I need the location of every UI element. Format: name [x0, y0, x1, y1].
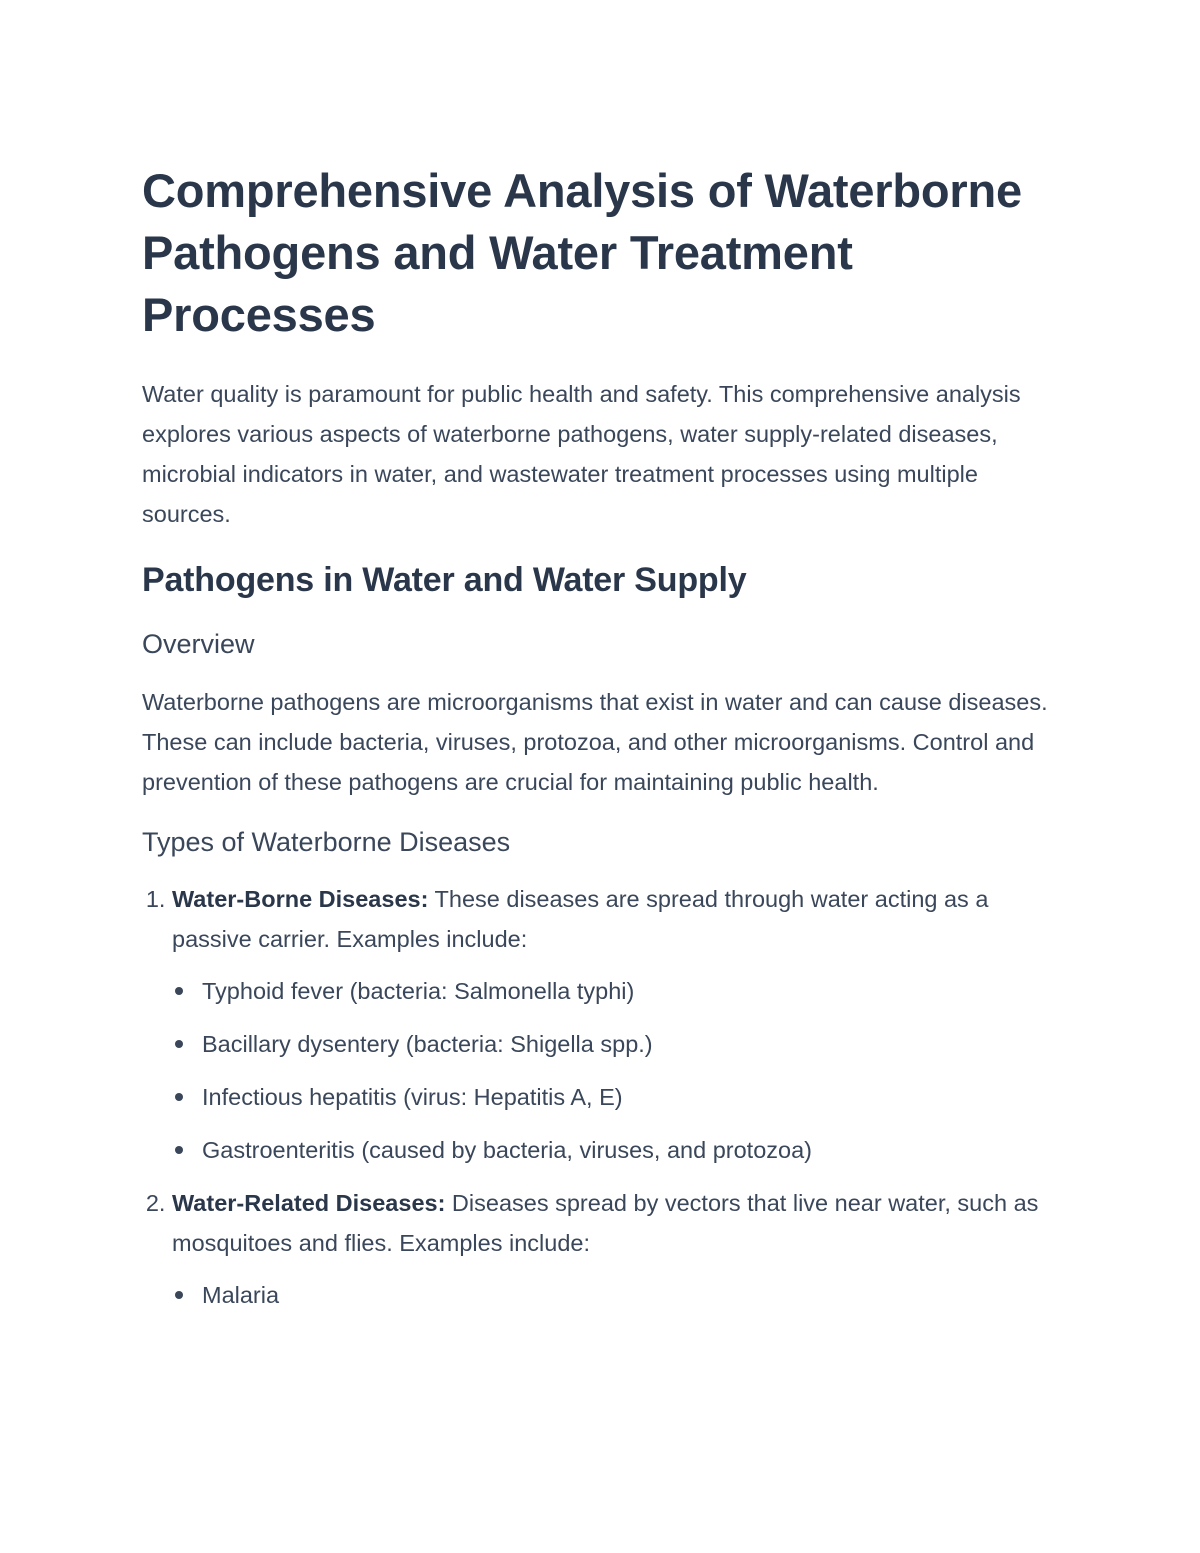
- bullet-icon: [175, 987, 183, 995]
- example-text: Malaria: [202, 1282, 280, 1308]
- examples-list: [172, 971, 1062, 1170]
- example-text: Infectious hepatitis (virus: Hepatitis A, E): [202, 1084, 623, 1110]
- types-heading: Types of Waterborne Diseases: [142, 827, 511, 857]
- overview-heading: Overview: [142, 629, 255, 659]
- disease-type-term: Water-Borne Diseases:: [172, 886, 429, 912]
- example-item: [202, 1130, 1062, 1170]
- bullet-icon: [175, 1093, 183, 1101]
- document-page: [142, 160, 1062, 1328]
- example-text: Typhoid fever (bacteria: Salmonella typhi): [202, 978, 635, 1004]
- section-heading: Pathogens in Water and Water Supply: [142, 561, 747, 599]
- disease-type-item: [172, 1183, 1062, 1315]
- examples-list: [172, 1275, 1062, 1315]
- bullet-icon: [175, 1040, 183, 1048]
- disease-type-description: Diseases spread by vectors that live near water, such as mosquitoes and flies. Examples include:: [172, 1190, 1039, 1256]
- bullet-icon: [175, 1146, 183, 1154]
- example-item: [202, 1077, 1062, 1117]
- overview-paragraph: Waterborne pathogens are microorganisms that exist in water and can cause diseases. These can include bacteria, viruses, protozoa, and other microorganisms. Control and prevention of these pathogens are crucial for maintaining public health.: [142, 689, 1048, 795]
- example-item: [202, 1275, 1062, 1315]
- bullet-icon: [175, 1291, 183, 1299]
- intro-paragraph: Water quality is paramount for public health and safety. This comprehensive analysis explores various aspects of waterborne pathogens, water supply-related diseases, microbial indicators in water, and wastewater treatment processes using multiple sources.: [142, 381, 1021, 527]
- disease-types-list: [142, 879, 1062, 1315]
- document-title: Comprehensive Analysis of Waterborne Pathogens and Water Treatment Processes: [142, 164, 1022, 341]
- disease-type-description: These diseases are spread through water acting as a passive carrier. Examples include:: [172, 886, 989, 952]
- example-item: [202, 1024, 1062, 1064]
- example-text: Gastroenteritis (caused by bacteria, viruses, and protozoa): [202, 1137, 812, 1163]
- disease-type-term: Water-Related Diseases:: [172, 1190, 446, 1216]
- example-text: Bacillary dysentery (bacteria: Shigella spp.): [202, 1031, 653, 1057]
- disease-type-item: [172, 879, 1062, 1170]
- example-item: [202, 971, 1062, 1011]
